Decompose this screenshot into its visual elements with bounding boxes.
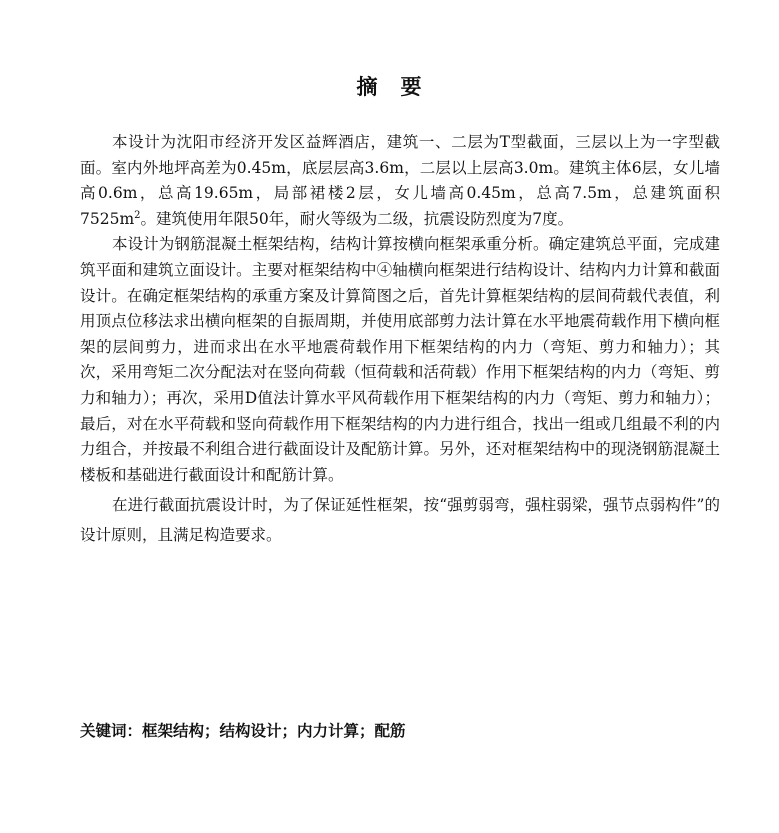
area-unit-superscript: 2 <box>134 209 141 221</box>
paragraph-structural-analysis: 本设计为钢筋混凝土框架结构，结构计算按横向框架承重分析。确定建筑总平面，完成建筑平面和建筑立面设计。主要对框架结构中④轴横向框架进行结构设计、结构内力计算和截面设计。在确定框架结构的承重方案及计算简图之后，首先计算框架结构的层间荷载代表值，利用顶点位移法求出横向框架的自振周期，并使用底部剪力法计算在水平地震荷载作用下横向框架的层间剪力，进而求出在水平地震荷载作用下框架结构的内力（弯矩、剪力和轴力）；其次，采用弯矩二次分配法对在竖向荷载（恒荷载和活荷载）作用下框架结构的内力（弯矩、剪力和轴力）；再次，采用D值法计算水平风荷载作用下框架结构的内力（弯矩、剪力和轴力）；最后，对在水平荷载和竖向荷载作用下框架结构的内力进行组合，找出一组或几组最不利的内力组合，并按最不利组合进行截面设计及配筋计算。另外，还对框架结构中的现浇钢筋混凝土楼板和基础进行截面设计和配筋计算。 <box>80 235 720 484</box>
paragraph-seismic-design: 在进行截面抗震设计时，为了保证延性框架，按“强剪弱弯，强柱弱梁，强节点弱构件”的设计原则，且满足构造要求。 <box>80 496 720 545</box>
keywords-line: 关键词：框架结构；结构设计；内力计算；配筋 <box>80 722 406 740</box>
title-char-2: 要 <box>400 75 423 99</box>
title-char-1: 摘 <box>356 75 379 99</box>
abstract-title <box>0 72 779 102</box>
paragraph-1-tail: 。建筑使用年限50年，耐火等级为二级，抗震设防烈度为7度。 <box>140 209 574 228</box>
paragraph-building-overview <box>80 130 720 232</box>
paragraph-1-text: 本设计为沈阳市经济开发区益辉酒店，建筑一、二层为T型截面，三层以上为一字型截面。室内外地坪高差为0.45m，底层层高3.6m，二层以上层高3.0m。建筑主体6层，女儿墙高0.6m，总高19.65m，局部裙楼2层，女儿墙高0.45m，总高7.5m，总建筑面积7525m <box>80 133 720 228</box>
abstract-body <box>80 130 720 550</box>
